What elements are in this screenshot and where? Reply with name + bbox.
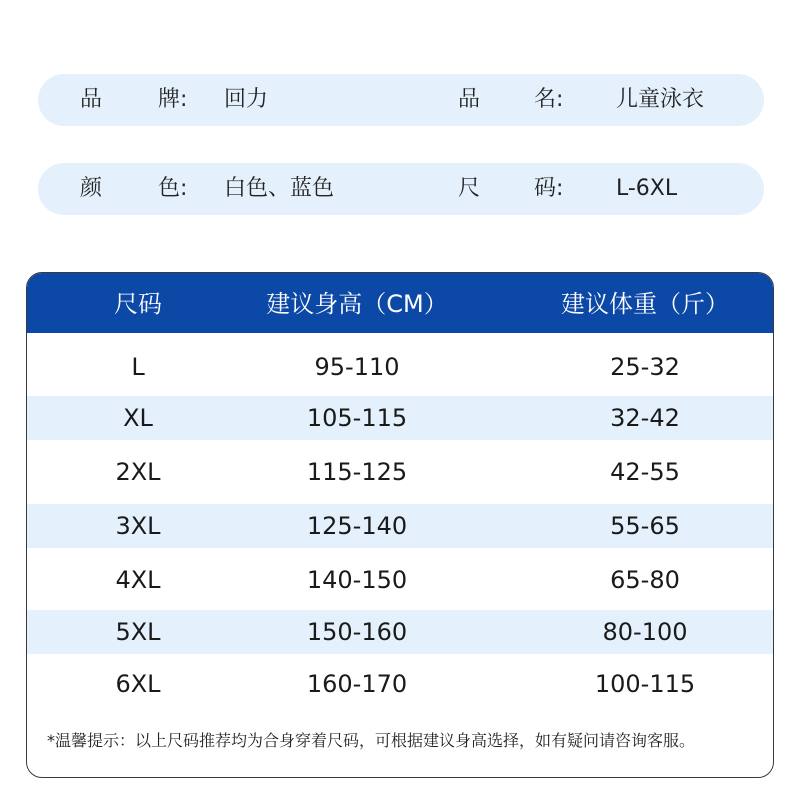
weight-cell: 55-65 bbox=[610, 512, 680, 540]
size-cell: 4XL bbox=[115, 566, 161, 594]
color-label-char2: 色: bbox=[158, 176, 188, 201]
size-range-value: L-6XL bbox=[616, 176, 678, 201]
color-value: 白色、蓝色 bbox=[224, 176, 335, 201]
table-header bbox=[27, 273, 773, 333]
size-tip-note: *温馨提示：以上尺码推荐均为合身穿着尺码，可根据建议身高选择，如有疑问请咨询客服。 bbox=[47, 731, 696, 750]
brand-label-char1: 品 bbox=[80, 87, 103, 112]
name-value: 儿童泳衣 bbox=[616, 87, 705, 112]
table-row bbox=[27, 396, 773, 440]
size-label-char1: 尺 bbox=[458, 176, 481, 201]
size-cell: 3XL bbox=[115, 512, 161, 540]
name-label-char1: 品 bbox=[458, 87, 481, 112]
weight-cell: 100-115 bbox=[594, 670, 696, 698]
table-row bbox=[27, 662, 773, 706]
size-cell: 6XL bbox=[115, 670, 161, 698]
height-cell: 140-150 bbox=[306, 566, 408, 594]
height-cell: 125-140 bbox=[306, 512, 408, 540]
size-label-char2: 码: bbox=[534, 176, 564, 201]
size-cell: 2XL bbox=[115, 458, 161, 486]
header-height: 建议身高（CM） bbox=[266, 290, 448, 318]
header-weight: 建议体重（斤） bbox=[561, 290, 729, 318]
name-label-char2: 名: bbox=[534, 87, 564, 112]
height-cell: 150-160 bbox=[306, 618, 408, 646]
weight-cell: 32-42 bbox=[610, 404, 680, 432]
table-row bbox=[27, 610, 773, 654]
product-info-bar-1 bbox=[38, 74, 764, 126]
brand-value: 回力 bbox=[224, 87, 269, 112]
header-size: 尺码 bbox=[114, 290, 162, 318]
size-chart-table bbox=[26, 272, 774, 778]
weight-cell: 25-32 bbox=[610, 353, 680, 381]
size-cell: XL bbox=[123, 404, 153, 432]
height-cell: 115-125 bbox=[306, 458, 408, 486]
weight-cell: 65-80 bbox=[610, 566, 680, 594]
table-row bbox=[27, 504, 773, 548]
size-cell: L bbox=[131, 353, 145, 381]
size-cell: 5XL bbox=[115, 618, 161, 646]
product-info-bar-2 bbox=[38, 163, 764, 215]
weight-cell: 80-100 bbox=[602, 618, 688, 646]
height-cell: 105-115 bbox=[306, 404, 408, 432]
height-cell: 95-110 bbox=[314, 353, 400, 381]
color-label-char1: 颜 bbox=[80, 176, 103, 201]
weight-cell: 42-55 bbox=[610, 458, 680, 486]
table-row bbox=[27, 558, 773, 602]
brand-label-char2: 牌: bbox=[158, 87, 188, 112]
table-row bbox=[27, 450, 773, 494]
height-cell: 160-170 bbox=[306, 670, 408, 698]
table-row bbox=[27, 345, 773, 389]
